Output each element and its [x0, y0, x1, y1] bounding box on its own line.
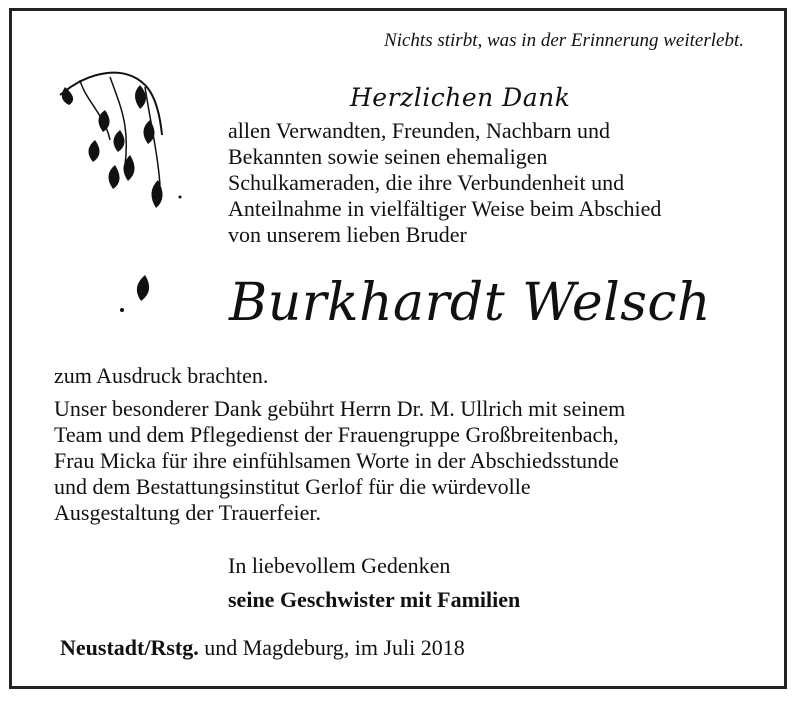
intro-line: Bekannten sowie seinen ehemaligen	[228, 144, 548, 169]
thanks-line: Team und dem Pflegedienst der Frauengruppe Großbreitenbach,	[54, 422, 619, 447]
thanks-line: und dem Bestattungsinstitut Gerlof für die würdevolle	[54, 474, 531, 499]
thanks-text	[54, 396, 774, 526]
birch-branch-icon	[50, 65, 190, 325]
expression-text: zum Ausdruck brachten.	[54, 363, 269, 388]
closing-text: In liebevollem Gedenken	[228, 553, 451, 578]
motto-quote: Nichts stirbt, was in der Erinnerung weiterlebt.	[384, 30, 744, 51]
place-bold: Neustadt/Rstg.	[60, 635, 199, 660]
signature-text: seine Geschwister mit Familien	[228, 587, 521, 612]
deceased-name: Burkhardt Welsch	[229, 273, 712, 333]
intro-line: Anteilnahme in vielfältiger Weise beim Abschied	[228, 196, 662, 221]
thanks-line: Ausgestaltung der Trauerfeier.	[54, 500, 321, 525]
intro-text	[228, 118, 768, 248]
place-date	[60, 635, 465, 661]
intro-line: allen Verwandten, Freunden, Nachbarn und	[228, 118, 611, 143]
thanks-line: Unser besonderer Dank gebührt Herrn Dr. M. Ullrich mit seinem	[54, 396, 626, 421]
place-rest: und Magdeburg, im Juli 2018	[198, 635, 465, 660]
thanks-line: Frau Micka für ihre einfühlsamen Worte in der Abschiedsstunde	[54, 448, 619, 473]
intro-line: von unserem lieben Bruder	[228, 222, 467, 247]
intro-line: Schulkameraden, die ihre Verbundenheit und	[228, 170, 625, 195]
heading-thanks: Herzlichen Dank	[350, 83, 571, 112]
